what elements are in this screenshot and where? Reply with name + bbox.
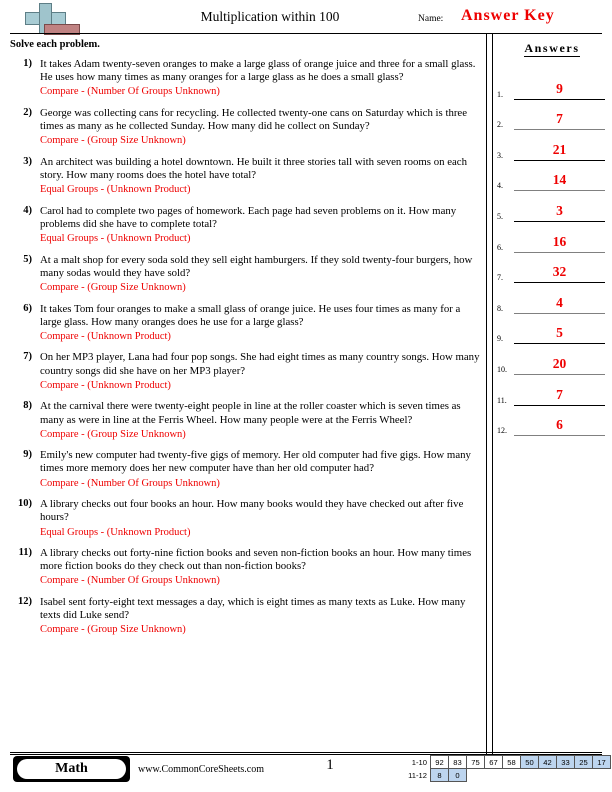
page-title: Multiplication within 100 <box>200 9 340 24</box>
problem-item <box>10 58 480 99</box>
score-cell-empty <box>521 769 539 782</box>
answer-blank-line[interactable] <box>514 221 605 222</box>
score-cell: 58 <box>503 756 521 769</box>
answer-value: 5 <box>556 325 563 341</box>
score-cell-empty <box>539 769 557 782</box>
problem-type-label: Compare - (Unknown Product) <box>40 379 171 391</box>
score-table-row <box>405 769 611 782</box>
problem-type-label: Equal Groups - (Unknown Product) <box>40 526 191 538</box>
problem-text: It takes Tom four oranges to make a small glass of orange juice. He uses four times as many for a large glass. How many oranges does he use for a large glass? <box>40 302 461 328</box>
answer-row <box>497 101 609 132</box>
answers-list <box>497 70 609 437</box>
answer-number: 7. <box>497 273 503 283</box>
problem-item <box>10 205 480 246</box>
problem-type-label: Compare - (Group Size Unknown) <box>40 624 186 636</box>
answer-row <box>497 407 609 438</box>
instructions-text: Solve each problem. <box>10 39 100 50</box>
problem-text: An architect was building a hotel downtown. He built it three stories tall with seven rooms on each story. How many rooms does the hotel have total? <box>40 155 467 182</box>
problem-item <box>10 596 480 637</box>
answer-value: 21 <box>552 141 567 157</box>
problem-text: On her MP3 player, Lana had four pop songs. She had eight times as many country songs. How many country songs did she have on her MP3 player? <box>40 351 480 377</box>
problem-item <box>10 156 480 197</box>
answer-value: 6 <box>556 417 563 433</box>
problem-number: 11) <box>18 547 32 559</box>
problem-list <box>10 58 480 645</box>
worksheet-header <box>0 0 612 40</box>
answer-blank-line[interactable] <box>514 129 605 130</box>
problem-type-label: Equal Groups - (Unknown Product) <box>40 184 191 196</box>
answer-row <box>497 192 609 223</box>
page-number: 1 <box>326 757 334 773</box>
problem-item <box>10 547 480 588</box>
answer-number: 1. <box>497 89 503 99</box>
answers-heading-label: Answers <box>524 41 580 55</box>
answer-number: 10. <box>497 364 507 374</box>
answer-row <box>497 376 609 407</box>
answer-blank-line[interactable] <box>514 282 605 283</box>
problem-number: 6) <box>23 302 32 314</box>
score-conversion-table <box>405 755 611 782</box>
answer-number: 5. <box>497 211 503 221</box>
score-cell: 83 <box>449 756 467 769</box>
problem-number: 8) <box>23 400 32 412</box>
commoncoresheets-logo-icon <box>18 2 82 36</box>
problem-text: It takes Adam twenty-seven oranges to make a large glass of orange juice and three for a small glass. He uses how many times as many oranges for a large glass as he does a small glass? <box>40 58 476 84</box>
problem-type-label: Compare - (Number Of Groups Unknown) <box>40 86 220 98</box>
answer-blank-line[interactable] <box>514 190 605 191</box>
answer-value: 7 <box>556 386 563 402</box>
problem-type-label: Compare - (Unknown Product) <box>40 330 171 342</box>
problem-number: 9) <box>23 449 32 461</box>
answer-value: 16 <box>552 233 567 249</box>
answer-blank-line[interactable] <box>514 374 605 375</box>
column-divider <box>486 34 493 759</box>
answer-value: 3 <box>556 202 563 218</box>
score-row-label: 11-12 <box>408 770 427 780</box>
problem-item <box>10 254 480 295</box>
answer-number: 4. <box>497 181 503 191</box>
problem-text: George was collecting cans for recycling. He collected twenty-one cans on Saturday which is three times as many as he collected Sunday. How many did he collect on Sunday? <box>40 106 468 133</box>
answer-value: 20 <box>552 355 567 371</box>
score-cell: 8 <box>431 769 449 782</box>
score-cell: 33 <box>557 756 575 769</box>
answer-blank-line[interactable] <box>514 435 605 436</box>
score-cell-empty <box>557 769 575 782</box>
answer-row <box>497 70 609 101</box>
score-cell-empty <box>575 769 593 782</box>
answer-blank-line[interactable] <box>514 99 605 100</box>
problem-number: 5) <box>23 253 32 265</box>
score-cell: 50 <box>521 756 539 769</box>
score-cell: 92 <box>431 756 449 769</box>
problem-number: 12) <box>18 595 32 607</box>
answer-row <box>497 223 609 254</box>
score-cell-empty <box>503 769 521 782</box>
problem-type-label: Compare - (Number Of Groups Unknown) <box>40 477 220 489</box>
answer-number: 11. <box>497 395 507 405</box>
score-row-label: 1-10 <box>411 757 427 767</box>
answer-value: 32 <box>552 264 567 280</box>
score-cell-empty <box>593 769 611 782</box>
answer-value: 14 <box>552 172 567 188</box>
problem-number: 7) <box>23 351 32 363</box>
score-table-row <box>405 756 611 769</box>
problem-item <box>10 498 480 539</box>
problem-item <box>10 351 480 392</box>
answer-number: 6. <box>497 242 503 252</box>
answer-blank-line[interactable] <box>514 160 605 161</box>
answer-key-stamp: Answer Key <box>461 7 555 24</box>
answer-row <box>497 254 609 285</box>
answer-number: 8. <box>497 303 503 313</box>
problem-type-label: Compare - (Group Size Unknown) <box>40 428 186 440</box>
answer-number: 12. <box>497 426 507 436</box>
score-cell: 17 <box>593 756 611 769</box>
subject-badge-label: Math <box>17 759 126 779</box>
problem-item <box>10 449 480 490</box>
score-cell-empty <box>467 769 485 782</box>
problem-text: At the carnival there were twenty-eight people in line at the roller coaster which is seven times as many as were in line at the Ferris Wheel. How many people were at the Ferris Wheel? <box>40 400 461 426</box>
answers-heading <box>500 41 604 56</box>
website-url: www.CommonCoreSheets.com <box>138 764 265 775</box>
answer-value: 7 <box>556 111 563 127</box>
answer-row <box>497 131 609 162</box>
answer-number: 9. <box>497 334 503 344</box>
name-label: Name: <box>418 14 444 24</box>
problem-type-label: Equal Groups - (Unknown Product) <box>40 233 191 245</box>
problem-type-label: Compare - (Number Of Groups Unknown) <box>40 575 220 587</box>
problem-type-label: Compare - (Group Size Unknown) <box>40 135 186 147</box>
answer-row <box>497 345 609 376</box>
problem-text: A library checks out four books an hour. How many books would they have checked out after five hours? <box>40 498 464 524</box>
score-cell: 75 <box>467 756 485 769</box>
answer-row <box>497 284 609 315</box>
problem-number: 4) <box>23 204 32 216</box>
score-cell-empty <box>485 769 503 782</box>
answer-blank-line[interactable] <box>514 405 605 406</box>
answer-blank-line[interactable] <box>514 313 605 314</box>
score-cell: 67 <box>485 756 503 769</box>
problem-text: A library checks out forty-nine fiction books and seven non-fiction books an hour. How many times more fiction books do they check out than non-fiction books? <box>40 547 472 573</box>
problem-type-label: Compare - (Group Size Unknown) <box>40 282 186 294</box>
score-cell: 0 <box>449 769 467 782</box>
problem-item <box>10 303 480 344</box>
problem-text: Isabel sent forty-eight text messages a day, which is eight times as many texts as Luke. How many texts did Luke send? <box>40 595 466 622</box>
problem-number: 3) <box>23 155 32 167</box>
problem-text: Carol had to complete two pages of homework. Each page had seven problems on it. How many problems did she have to complete total? <box>40 204 457 230</box>
answer-value: 9 <box>556 80 563 96</box>
score-cell: 25 <box>575 756 593 769</box>
answer-row <box>497 315 609 346</box>
answer-blank-line[interactable] <box>514 252 605 253</box>
problem-number: 2) <box>23 106 32 118</box>
problem-text: Emily's new computer had twenty-five gigs of memory. Her old computer had five gigs. How many times more memory does her new computer have than her old computer had? <box>40 449 471 475</box>
answer-row <box>497 162 609 193</box>
subject-badge <box>13 756 130 782</box>
problem-text: At a malt shop for every soda sold they sell eight hamburgers. If they sold twenty-four burgers, how many sodas would they have sold? <box>40 253 473 279</box>
header-divider-rule <box>10 33 602 34</box>
answer-number: 3. <box>497 150 503 160</box>
problem-item <box>10 107 480 148</box>
answer-value: 4 <box>556 294 563 310</box>
problem-number: 10) <box>18 498 32 510</box>
problem-item <box>10 400 480 441</box>
score-table-body <box>405 756 611 782</box>
problem-number: 1) <box>23 58 32 69</box>
answer-number: 2. <box>497 120 503 130</box>
answer-blank-line[interactable] <box>514 343 605 344</box>
score-cell: 42 <box>539 756 557 769</box>
